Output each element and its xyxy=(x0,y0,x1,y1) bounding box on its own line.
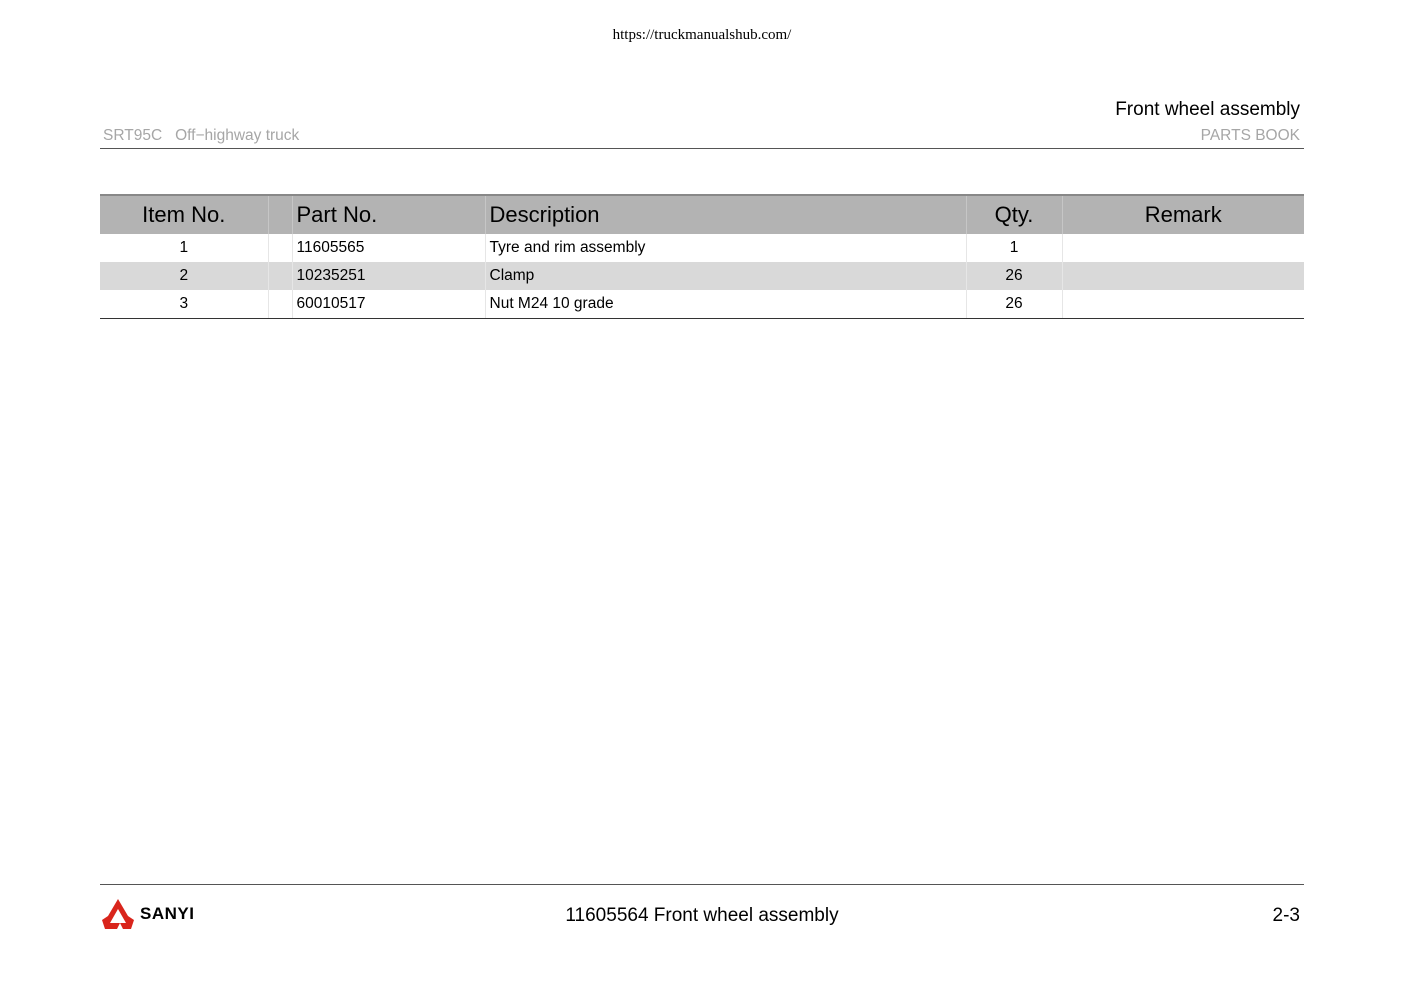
model-description: Off−highway truck xyxy=(175,127,300,144)
footer-caption: 11605564 Front wheel assembly xyxy=(565,905,839,926)
parts-table xyxy=(100,194,1304,319)
col-header-remark: Remark xyxy=(1062,195,1304,234)
cell-spacer xyxy=(268,234,292,262)
cell-item-no: 2 xyxy=(100,262,268,290)
col-header-item-no: Item No. xyxy=(100,195,268,234)
source-url: https://truckmanualshub.com/ xyxy=(612,27,792,43)
table-row xyxy=(100,234,1304,262)
table-row xyxy=(100,262,1304,290)
col-header-spacer xyxy=(268,195,292,234)
section-title: Front wheel assembly xyxy=(1115,99,1300,120)
table-row xyxy=(100,290,1304,319)
col-header-part-no: Part No. xyxy=(292,195,485,234)
cell-description: Clamp xyxy=(485,262,966,290)
cell-remark xyxy=(1062,290,1304,319)
cell-qty: 26 xyxy=(966,290,1062,319)
cell-remark xyxy=(1062,262,1304,290)
cell-item-no: 3 xyxy=(100,290,268,319)
book-label: PARTS BOOK xyxy=(1200,127,1300,144)
cell-part-no: 60010517 xyxy=(292,290,485,319)
cell-part-no: 10235251 xyxy=(292,262,485,290)
cell-spacer xyxy=(268,262,292,290)
cell-description: Nut M24 10 grade xyxy=(485,290,966,319)
col-header-qty: Qty. xyxy=(966,195,1062,234)
cell-part-no: 11605565 xyxy=(292,234,485,262)
cell-remark xyxy=(1062,234,1304,262)
footer-divider xyxy=(100,884,1304,885)
table-header-row xyxy=(100,195,1304,234)
page-number: 2-3 xyxy=(1272,905,1300,926)
cell-qty: 26 xyxy=(966,262,1062,290)
cell-qty: 1 xyxy=(966,234,1062,262)
cell-item-no: 1 xyxy=(179,239,189,256)
model-header xyxy=(103,127,299,145)
header-divider xyxy=(100,148,1304,149)
cell-spacer xyxy=(268,290,292,319)
model-code: SRT95C xyxy=(103,127,163,144)
cell-description: Tyre and rim assembly xyxy=(485,234,966,262)
logo-wordmark: SANYI xyxy=(140,904,195,923)
col-header-description: Description xyxy=(485,195,966,234)
